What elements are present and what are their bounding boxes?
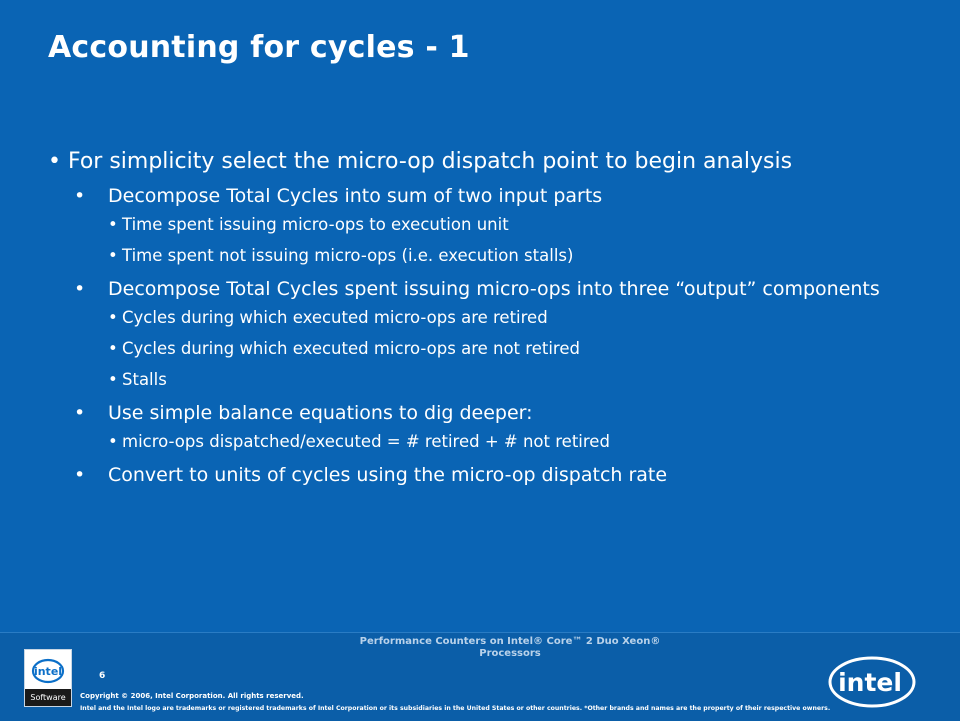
software-label: Software [25, 689, 71, 706]
sub-bullet-item [48, 431, 918, 453]
sub-bullet-text: Cycles during which executed micro-ops are retired [122, 308, 548, 327]
bullet-glyph: • [108, 246, 118, 265]
sub-bullet-text: micro-ops dispatched/executed = # retired + # not retired [122, 432, 610, 451]
bullet-item [48, 183, 918, 210]
main-bullet: • For simplicity select the micro-op dispatch point to begin analysis [48, 149, 793, 174]
sub-bullet-text: Stalls [122, 370, 167, 389]
slide-content [48, 146, 918, 493]
bullet-glyph: • [108, 215, 118, 234]
bullet-glyph: • [74, 185, 86, 207]
page-number: 6 [99, 671, 106, 681]
bullet-glyph: • [74, 278, 86, 300]
slide-title: Accounting for cycles - 1 [48, 30, 470, 65]
bullet-glyph: • [108, 432, 118, 451]
sub-bullet-item [48, 307, 918, 329]
sub-bullet-item [48, 369, 918, 391]
footer-title: Performance Counters on Intel® Core™ 2 Duo Xeon® Processors [359, 636, 661, 659]
bullet-item [48, 276, 918, 303]
bullet-text: Convert to units of cycles using the micro-op dispatch rate [108, 464, 668, 486]
badge-logo-text: intel [33, 665, 63, 678]
bullet-item [48, 462, 918, 489]
intel-swoosh-icon [30, 654, 66, 688]
bullet-text: Decompose Total Cycles spent issuing micro-ops into three “output” components [108, 278, 880, 300]
bullet-glyph: • [108, 370, 118, 389]
intel-logo-text: intel [838, 668, 902, 697]
intel-logo-icon [826, 653, 918, 711]
sub-bullet-item [48, 214, 918, 236]
legal-text: Intel and the Intel logo are trademarks or registered trademarks of Intel Corporation or its subsidiaries in the United States or other countries. *Other brands and names are the property of their respective owners. [80, 705, 831, 712]
sub-bullet-text: Time spent not issuing micro-ops (i.e. execution stalls) [122, 246, 574, 265]
bullet-glyph: • [74, 402, 86, 424]
bullet-text: Decompose Total Cycles into sum of two input parts [108, 185, 603, 207]
copyright-text: Copyright © 2006, Intel Corporation. All rights reserved. [80, 692, 304, 700]
sub-bullet-text: Cycles during which executed micro-ops are not retired [122, 339, 580, 358]
bullet-glyph: • [74, 464, 86, 486]
bullet-item [48, 400, 918, 427]
bullet-glyph: • [108, 339, 118, 358]
bullet-glyph: • [108, 308, 118, 327]
intel-software-badge [24, 649, 72, 707]
sub-bullet-text: Time spent issuing micro-ops to execution unit [122, 215, 509, 234]
slide-footer [0, 632, 960, 721]
sub-bullet-item [48, 245, 918, 267]
sub-bullet-item [48, 338, 918, 360]
bullet-text: Use simple balance equations to dig deeper: [108, 402, 533, 424]
